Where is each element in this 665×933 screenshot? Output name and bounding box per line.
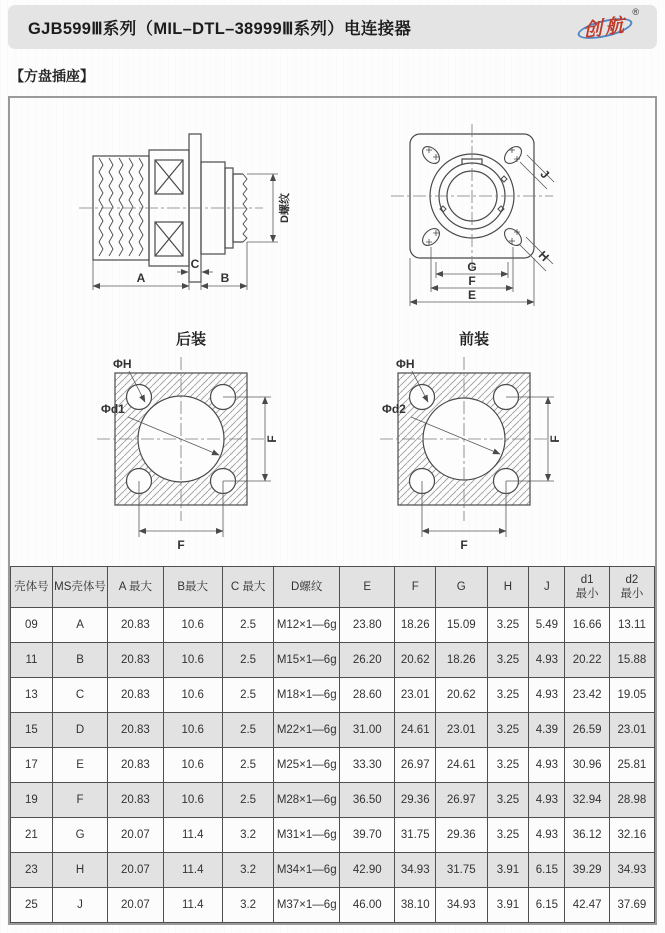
col-header-c: C 最大	[222, 567, 274, 608]
cell: 5.49	[529, 608, 565, 643]
cell: M37×1—6g	[274, 888, 340, 923]
table-row	[11, 818, 655, 853]
table-row	[11, 748, 655, 783]
cell: 3.25	[487, 678, 529, 713]
cell: 21	[11, 818, 53, 853]
cell: 3.25	[487, 818, 529, 853]
cell: 26.97	[435, 783, 487, 818]
cell: 4.39	[529, 713, 565, 748]
dim-label-f-vertical: F	[548, 435, 562, 443]
cell: 3.91	[487, 853, 529, 888]
dim-label-d-thread: D螺纹	[279, 193, 292, 223]
cell: 6.15	[529, 888, 565, 923]
cell: 20.07	[108, 888, 163, 923]
cell: 3.25	[487, 608, 529, 643]
front-mount-block	[358, 328, 590, 556]
cell: M15×1—6g	[274, 643, 340, 678]
cell: 16.66	[565, 608, 609, 643]
cell: 3.2	[222, 853, 274, 888]
cell: 15	[11, 713, 53, 748]
content-box	[8, 96, 657, 925]
logo-text: 创航	[582, 14, 628, 43]
cell: 13.11	[609, 608, 654, 643]
cell: 4.93	[529, 748, 565, 783]
cell: 26.97	[395, 748, 436, 783]
cell: 3.2	[222, 818, 274, 853]
cell: 29.36	[395, 783, 436, 818]
cell: 26.20	[340, 643, 395, 678]
page-title: GJB599Ⅲ系列（MIL–DTL–38999Ⅲ系列）电连接器	[28, 20, 412, 38]
cell: 10.6	[163, 643, 222, 678]
registered-trademark-icon: ®	[632, 7, 639, 17]
front-mount-cutout-drawing	[358, 351, 590, 556]
cell: 4.93	[529, 643, 565, 678]
cutout-dia-label: Φd2	[382, 402, 406, 416]
col-header-ms-shell: MS壳体号	[52, 567, 107, 608]
cell: 3.25	[487, 783, 529, 818]
cell: M28×1—6g	[274, 783, 340, 818]
dim-label-e: E	[467, 288, 476, 302]
table-header	[11, 567, 655, 608]
cell: 23.01	[435, 713, 487, 748]
cell: 3.25	[487, 748, 529, 783]
cell: 20.83	[108, 783, 163, 818]
cell: 23.01	[395, 678, 436, 713]
cutout-dia-label: Φd1	[101, 402, 125, 416]
section-label: 【方盘插座】	[10, 68, 94, 84]
cell: 25	[11, 888, 53, 923]
cell: 15.09	[435, 608, 487, 643]
cell: 10.6	[163, 678, 222, 713]
col-header-e: E	[340, 567, 395, 608]
cell: D	[52, 713, 107, 748]
cell: 42.47	[565, 888, 609, 923]
cell: 31.75	[395, 818, 436, 853]
cell: 32.16	[609, 818, 654, 853]
cell: 4.93	[529, 783, 565, 818]
cell: 3.2	[222, 888, 274, 923]
cell: 34.93	[395, 853, 436, 888]
dim-label-j: J	[537, 166, 552, 182]
cell: 24.61	[395, 713, 436, 748]
cell: J	[52, 888, 107, 923]
table-row	[11, 608, 655, 643]
table-row	[11, 678, 655, 713]
hole-dia-label: ΦH	[396, 357, 415, 371]
cell: 33.30	[340, 748, 395, 783]
rear-mount-title: 后装	[175, 331, 206, 348]
drawings-row-1	[10, 98, 655, 314]
cell: E	[52, 748, 107, 783]
cell: 4.93	[529, 818, 565, 853]
cell: 29.36	[435, 818, 487, 853]
cell: 10.6	[163, 748, 222, 783]
cell: M34×1—6g	[274, 853, 340, 888]
cell: 11	[11, 643, 53, 678]
cell: 26.59	[565, 713, 609, 748]
brand-logo	[575, 7, 641, 47]
col-header-a: A 最大	[108, 567, 163, 608]
cell: 39.70	[340, 818, 395, 853]
table-body	[11, 608, 655, 923]
table-row	[11, 888, 655, 923]
cell: 38.10	[395, 888, 436, 923]
cell: 4.93	[529, 678, 565, 713]
cell: 34.93	[609, 853, 654, 888]
cell: G	[52, 818, 107, 853]
cell: 20.07	[108, 818, 163, 853]
cell: 42.90	[340, 853, 395, 888]
cell: 46.00	[340, 888, 395, 923]
col-header-shell: 壳体号	[11, 567, 53, 608]
cell: 11.4	[163, 818, 222, 853]
cell: 10.6	[163, 713, 222, 748]
cell: 23.80	[340, 608, 395, 643]
col-header-h: H	[487, 567, 529, 608]
col-header-d-thread: D螺纹	[274, 567, 340, 608]
drawings-row-2	[10, 314, 655, 556]
dim-label-g: G	[466, 260, 477, 274]
rear-mount-block	[75, 328, 307, 556]
dimension-table	[10, 566, 655, 923]
dimension-lines	[93, 174, 278, 290]
table-row	[11, 643, 655, 678]
cell: 28.98	[609, 783, 654, 818]
cell: 10.6	[163, 783, 222, 818]
cell: 28.60	[340, 678, 395, 713]
dim-label-f: F	[467, 274, 476, 288]
cell: 36.50	[340, 783, 395, 818]
cell: 23	[11, 853, 53, 888]
col-header-f: F	[395, 567, 436, 608]
cell: M25×1—6g	[274, 748, 340, 783]
cell: 20.83	[108, 748, 163, 783]
col-header-g: G	[435, 567, 487, 608]
dim-label-h: H	[535, 248, 552, 265]
cell: H	[52, 853, 107, 888]
cell: 18.26	[435, 643, 487, 678]
cell: 37.69	[609, 888, 654, 923]
cell: 2.5	[222, 713, 274, 748]
cell: B	[52, 643, 107, 678]
cell: 30.96	[565, 748, 609, 783]
centerlines	[391, 124, 553, 270]
cell: 34.93	[435, 888, 487, 923]
cell: 20.83	[108, 643, 163, 678]
table-row	[11, 853, 655, 888]
dim-label-c: C	[190, 257, 200, 271]
col-header-d1: d1 最小	[565, 567, 609, 608]
front-mount-title: 前装	[458, 331, 489, 348]
thread-profile	[99, 158, 103, 256]
cell: 24.61	[435, 748, 487, 783]
cell: 19.05	[609, 678, 654, 713]
cell: 20.62	[395, 643, 436, 678]
cell: 39.29	[565, 853, 609, 888]
cell: 20.83	[108, 678, 163, 713]
cell: 20.83	[108, 713, 163, 748]
col-header-j: J	[529, 567, 565, 608]
header-bar	[8, 5, 657, 49]
connector-front-view-drawing	[363, 122, 598, 314]
col-header-d2: d2 最小	[609, 567, 654, 608]
dim-label-b: B	[220, 271, 230, 285]
cell: 3.25	[487, 713, 529, 748]
col-header-b: B最大	[163, 567, 222, 608]
cell: 20.62	[435, 678, 487, 713]
cell: 25.81	[609, 748, 654, 783]
cell: 19	[11, 783, 53, 818]
cell: A	[52, 608, 107, 643]
dim-label-a: A	[136, 271, 146, 285]
hole-dia-label: ΦH	[113, 357, 132, 371]
cell: M18×1—6g	[274, 678, 340, 713]
cell: 18.26	[395, 608, 436, 643]
cell: 15.88	[609, 643, 654, 678]
cell: 20.83	[108, 608, 163, 643]
table-row	[11, 713, 655, 748]
cell: F	[52, 783, 107, 818]
cell: 10.6	[163, 608, 222, 643]
cell: 13	[11, 678, 53, 713]
cell: 32.94	[565, 783, 609, 818]
cell: 2.5	[222, 643, 274, 678]
cell: 09	[11, 608, 53, 643]
table-row	[11, 783, 655, 818]
dim-label-f-vertical: F	[265, 435, 279, 443]
dim-label-f-horizontal: F	[177, 538, 185, 552]
cell: 11.4	[163, 853, 222, 888]
cell: 6.15	[529, 853, 565, 888]
cell: C	[52, 678, 107, 713]
dim-label-f-horizontal: F	[460, 538, 468, 552]
cell: M12×1—6g	[274, 608, 340, 643]
cell: 23.01	[609, 713, 654, 748]
cell: 3.25	[487, 643, 529, 678]
cell: 31.75	[435, 853, 487, 888]
connector-side-view-drawing	[67, 122, 319, 302]
cell: 2.5	[222, 678, 274, 713]
cell: 20.07	[108, 853, 163, 888]
cell: 36.12	[565, 818, 609, 853]
header-row	[11, 567, 655, 608]
cell: M31×1—6g	[274, 818, 340, 853]
cell: 31.00	[340, 713, 395, 748]
cell: 2.5	[222, 608, 274, 643]
cell: 17	[11, 748, 53, 783]
rear-mount-cutout-drawing	[75, 351, 307, 556]
cell: 23.42	[565, 678, 609, 713]
cell: 2.5	[222, 783, 274, 818]
cell: M22×1—6g	[274, 713, 340, 748]
cell: 3.91	[487, 888, 529, 923]
cell: 11.4	[163, 888, 222, 923]
cell: 2.5	[222, 748, 274, 783]
cell: 20.22	[565, 643, 609, 678]
